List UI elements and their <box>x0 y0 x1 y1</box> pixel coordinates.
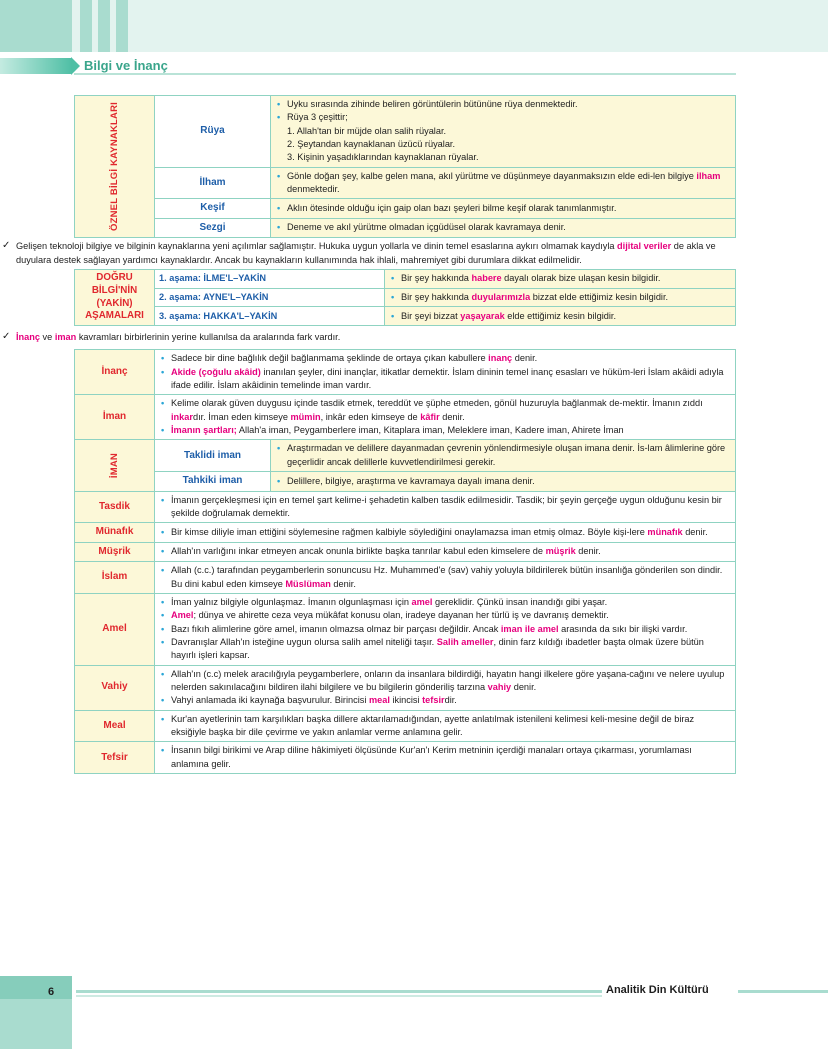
section-title: Bilgi ve İnanç <box>84 58 168 73</box>
footer-block-top <box>0 976 72 999</box>
text: gereklidir. Çünkü insan inandığı gibi yaşar. <box>432 597 608 607</box>
note-inanc-iman <box>2 329 740 346</box>
text: Allah'ın varlığını inkar etmeyen ancak onunla birlikte başka tanrılar kabul eden kimselere de <box>171 546 546 557</box>
sezgi-text <box>271 218 736 238</box>
oznel-vertical-cell <box>75 96 155 238</box>
text: Allah (c.c.) tarafından peygamberlerin sonuncusu Hz. Muhammed'e (sav) vahiy yoluyla bildirilerek bütün insanlığa gönderilen son dindir. Bu dini kabul eden kimseye <box>171 565 723 589</box>
text: Bir kimse diliyle iman ettiğini söylemesine rağmen kalbiyle söylediğini onaylamazsa iman etmiş olmaz. Böyle kişi-lere <box>171 526 648 537</box>
text: Gönle doğan şey, kalbe gelen mana, akıl yürütme ve düşünmeye dayanmaksızın elde edi-len bilgiye <box>287 170 697 181</box>
list-item <box>159 668 731 695</box>
highlight: amel <box>411 597 433 607</box>
oznel-table <box>74 95 736 238</box>
highlight: iman ile amel <box>500 623 559 634</box>
tasdik-text <box>155 491 736 523</box>
inanc-text <box>155 350 736 395</box>
text: bizzat elde ettiğimiz kesin bilgidir. <box>530 291 669 302</box>
table-row <box>75 288 736 307</box>
table-row <box>75 395 736 440</box>
sub-item: 3. Kişinin yaşadıklarından kaynaklanan rüyalar. <box>287 152 479 163</box>
table-row <box>75 307 736 326</box>
table-row <box>75 270 736 289</box>
top-stripe <box>98 0 110 52</box>
list-item: • İmanın gerçekleşmesi için en temel şart kelime-i şehadetin kalben tasdik edilmesidir. Tasdik; bir şeyin gerçeğe uygun olduğunu kesin bir şekilde doğrulamak demektir. <box>159 494 731 521</box>
check-icon: ✓ <box>2 331 11 343</box>
list-item: • Kur'an ayetlerinin tam karşılıkları başka dillere aktarılamadığından, ayette anlatılmak istenileni kelimesi keli-mesine değil de biraz eksiğiyle başka bir dile çevirme ve yakın anlamlar verme anlamına gelir. <box>159 713 731 740</box>
list-item <box>275 170 731 197</box>
tefsir-text <box>155 742 736 774</box>
stage-1-text <box>385 270 736 289</box>
list-item: • Rüya 3 çeşittir; <box>275 111 731 124</box>
text: dir. <box>444 695 457 706</box>
list-item <box>159 545 731 558</box>
text: Bir şey hakkında <box>401 291 472 302</box>
table-row <box>75 350 736 395</box>
highlight: Salih ameller <box>436 637 494 648</box>
sub-item: 2. Şeytandan kaynaklanan üzücü rüyalar. <box>287 139 456 150</box>
text: elde ettiğimiz kesin bilgidir. <box>504 310 617 321</box>
amel-label: Amel <box>75 594 155 666</box>
meal-label: Meal <box>75 710 155 742</box>
islam-text <box>155 562 736 594</box>
list-item <box>389 310 731 323</box>
main-content <box>2 95 736 774</box>
top-stripe <box>116 0 128 52</box>
sezgi-label: Sezgi <box>155 218 271 238</box>
highlight: duyularımızla <box>471 291 531 302</box>
list-item <box>159 623 731 636</box>
highlight: müşrik <box>545 546 576 557</box>
stage-1: 1. aşama: İLME'L–YAKİN <box>155 270 385 289</box>
text: , inkâr eden kimseye de <box>320 411 421 422</box>
list-item: • Uyku sırasında zihinde beliren görüntülerin bütününe rüya denmektedir. <box>275 98 731 111</box>
footer-rule <box>738 990 828 993</box>
table-row <box>75 96 736 168</box>
oznel-vertical-label: ÖZNEL BİLGİ KAYNAKLARI <box>108 102 120 232</box>
note-dijital <box>2 238 740 269</box>
highlight: dijital veriler <box>617 241 672 252</box>
highlight: inkar <box>171 411 193 422</box>
vahiy-text <box>155 665 736 710</box>
list-item <box>159 636 731 663</box>
highlight: meal <box>368 695 390 706</box>
kesif-label: Keşif <box>155 199 271 219</box>
list-item <box>159 564 731 591</box>
text: denmektedir. <box>287 184 340 195</box>
text: dayalı olarak bize ulaşan kesin bilgidir. <box>501 273 661 284</box>
amel-text <box>155 594 736 666</box>
highlight: İmanın şartları; <box>171 425 237 436</box>
list-item <box>159 424 731 437</box>
list-item: • Aklın ötesinde olduğu için gaip olan bazı şeyleri bilme keşif olarak tanımlanmıştır. <box>275 202 731 215</box>
footer-rule <box>76 995 602 997</box>
highlight: habere <box>471 273 502 284</box>
text: ikincisi <box>389 695 423 706</box>
meal-text <box>155 710 736 742</box>
yakin-label: DOĞRU BİLGİ'NİN (YAKİN) AŞAMALARI <box>75 270 155 326</box>
table-row <box>75 218 736 238</box>
iman-text <box>155 395 736 440</box>
text: de akla ve duyulara destek sağlayan yardımcı kaynaklardır. Ancak bu kaynakların kullanımında hak ihlali, mahremiyet gibi durumlara dikkat edilmelidir. <box>16 241 716 265</box>
stage-2-text <box>385 288 736 307</box>
text: denir. <box>575 546 601 557</box>
munafik-text <box>155 523 736 543</box>
text: İman yalnız bilgiyle olgunlaşmaz. İmanın olgunlaşması için <box>171 597 412 607</box>
table-row <box>75 472 736 492</box>
text: ; dünya ve ahirette ceza veya mükâfat konusu olan, iradeye dayanan her türlü iş ve davranış demektir. <box>193 610 609 621</box>
text: Bir şeyi bizzat <box>401 310 461 321</box>
text: kavramları birbirlerinin yerine kullanılsa da aralarında fark vardır. <box>76 332 341 343</box>
text: denir. <box>330 578 356 589</box>
tahkiki-label: Tahkiki iman <box>155 472 271 492</box>
taklidi-label: Taklidi iman <box>155 440 271 472</box>
tasdik-label: Tasdik <box>75 491 155 523</box>
text: , dinin farz kıldığı ibadetler başta olmak üzere bütün hayırlı işleri kapsar. <box>171 637 704 661</box>
text: Sadece bir dine bağlılık değil bağlanmama şeklinde de ortaya çıkan kabullere <box>171 353 489 364</box>
table-row <box>75 665 736 710</box>
text: Allah'ın (c.c) melek aracılığıyla peygamberlere, onların da insanlara bildirdiği, hayatın hangi ilkelere göre yaşana-cağını ve nelere uyulup nelerden sakınılacağını bildiren ilahi bilgilere ve bu bilgilerin gönderiliş tarzına <box>171 668 725 693</box>
highlight: Amel <box>171 610 194 621</box>
text: Vahyi anlamada iki kaynağa başvurulur. Birincisi <box>171 695 369 706</box>
list-item <box>159 526 731 539</box>
table-row <box>75 199 736 219</box>
list-item <box>159 609 731 622</box>
highlight: İnanç <box>16 332 40 343</box>
text: denir. <box>512 353 538 364</box>
list-item <box>389 291 731 304</box>
list-item <box>159 397 731 424</box>
munafik-label: Münafık <box>75 523 155 543</box>
table-row <box>75 491 736 523</box>
ilham-label: İlham <box>155 167 271 199</box>
list-item <box>159 352 731 365</box>
list-item <box>159 596 731 609</box>
highlight: iman <box>54 332 77 343</box>
highlight: Akide (çoğulu akâid) <box>171 366 261 377</box>
text: Allah'a iman, Peygamberlere iman, Kitaplara iman, Meleklere iman, Kadere iman, Ahirete İman <box>236 425 624 436</box>
table-row <box>75 523 736 543</box>
iman-vertical-label: İMAN <box>108 452 120 479</box>
table-row <box>75 710 736 742</box>
list-item: • İnsanın bilgi birikimi ve Arap diline hâkimiyeti ölçüsünde Kur'an'ı Kerim metninin içerdiği manaları ortaya çıkarması, yorumlaması anlamına gelir. <box>159 744 731 771</box>
list-item: • Deneme ve akıl yürütme olmadan içgüdüsel olarak kavramaya denir. <box>275 221 731 234</box>
tefsir-label: Tefsir <box>75 742 155 774</box>
list-item <box>159 366 731 393</box>
yakin-table <box>74 269 736 326</box>
table-row <box>75 742 736 774</box>
concepts-table <box>74 349 736 774</box>
text: Kelime olarak güven duygusu içinde tasdik etmek, tereddüt ve şüphe etmeden, gönül huzuruyla bağlanmak de-mektir. İmanın zıddı <box>171 398 703 409</box>
highlight: tefsir <box>422 695 445 706</box>
kesif-text <box>271 199 736 219</box>
highlight: Müslüman <box>285 578 331 589</box>
highlight: vahiy <box>487 682 512 693</box>
text: denir. <box>439 411 465 422</box>
table-row <box>75 542 736 562</box>
stage-2: 2. aşama: AYNE'L–YAKİN <box>155 288 385 307</box>
tahkiki-text <box>271 472 736 492</box>
text: dır. İman eden kimseye <box>192 411 291 422</box>
table-row <box>75 562 736 594</box>
table-row <box>75 594 736 666</box>
text: denir. <box>511 682 537 693</box>
text: inanılan şeyler, dini inançlar, itikatlar demektir. İslam dininin temel inanç esasları ve hüküm-leri İslam akâidi adıyla ifade edilir. İslam akâidinin temelinde iman vardır. <box>171 366 724 391</box>
table-row <box>75 440 736 472</box>
ilham-text <box>271 167 736 199</box>
header-rule <box>74 73 736 75</box>
iman-vertical-cell <box>75 440 155 491</box>
footer-rule <box>76 990 602 993</box>
ruya-label: Rüya <box>155 96 271 168</box>
taklidi-text <box>271 440 736 472</box>
list-item: • Delillere, bilgiye, araştırma ve kavramaya dayalı imana denir. <box>275 475 731 488</box>
vahiy-label: Vahiy <box>75 665 155 710</box>
highlight: kâfir <box>420 411 440 422</box>
top-stripe <box>0 0 72 52</box>
list-item <box>389 272 731 285</box>
check-icon: ✓ <box>2 240 11 252</box>
highlight: mümin <box>290 411 321 422</box>
top-stripe <box>80 0 92 52</box>
highlight: münafık <box>647 526 683 537</box>
table-row <box>75 167 736 199</box>
islam-label: İslam <box>75 562 155 594</box>
header-arrow-icon <box>0 58 72 74</box>
book-title: Analitik Din Kültürü <box>606 984 709 996</box>
ruya-text <box>271 96 736 168</box>
text: arasında da sıkı bir ilişki vardır. <box>558 623 688 634</box>
text: Bir şey hakkında <box>401 273 472 284</box>
sub-item: 1. Allah'tan bir müjde olan salih rüyalar. <box>287 125 447 136</box>
highlight: inanç <box>488 353 513 364</box>
inanc-label: İnanç <box>75 350 155 395</box>
stage-3: 3. aşama: HAKKA'L–YAKİN <box>155 307 385 326</box>
highlight: ilham <box>696 170 721 181</box>
page-number: 6 <box>48 986 55 998</box>
text: denir. <box>682 526 708 537</box>
list-item <box>159 694 731 707</box>
list-item: • Araştırmadan ve delillere dayanmadan çevrenin yönlendirmesiyle oluşan imana denir. İs-lam âlimlerine göre geçerlidir ancak delillerle kuvvetlendirilmesi gerekir. <box>275 442 731 469</box>
text: Gelişen teknoloji bilgiye ve bilginin kaynaklarına yeni açılımlar sağlamıştır. Hukuka uygun yollarla ve dinin temel esaslarına aykırı olmamak kaydıyla <box>16 241 618 252</box>
musrik-text <box>155 542 736 562</box>
text: Davranışlar Allah'ın isteğine uygun olursa salih amel niteliği taşır. <box>171 637 437 648</box>
stage-3-text <box>385 307 736 326</box>
iman-label: İman <box>75 395 155 440</box>
text: ve <box>40 332 55 343</box>
text: Bazı fıkıh alimlerine göre amel, imanın olmazsa olmaz bir parçası değildir. Ancak <box>171 623 501 634</box>
musrik-label: Müşrik <box>75 542 155 562</box>
highlight: yaşayarak <box>460 310 505 321</box>
